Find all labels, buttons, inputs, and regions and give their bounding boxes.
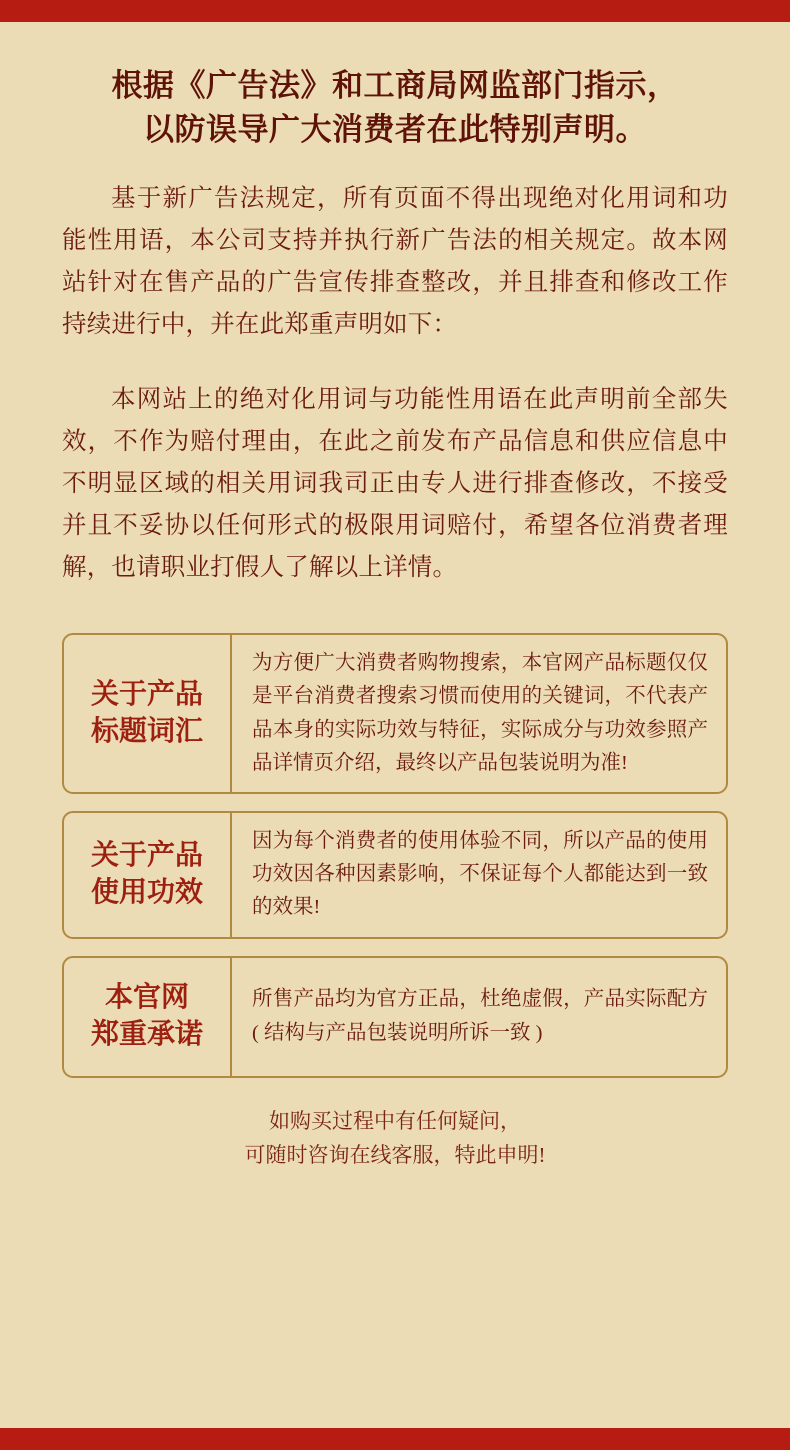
footer-note xyxy=(62,1104,728,1172)
card-body: 所售产品均为官方正品，杜绝虚假，产品实际配方( 结构与产品包装说明所诉一致 ) xyxy=(252,988,708,1044)
footer-line-2: 可随时咨询在线客服，特此申明! xyxy=(244,1142,546,1167)
footer-line-1: 如购买过程中有任何疑问， xyxy=(269,1108,521,1133)
card-title-line-1: 关于产品 xyxy=(90,839,203,871)
card-title-line-2: 郑重承诺 xyxy=(90,1018,203,1050)
statement-paragraph-2: 本网站上的绝对化用词与功能性用语在此声明前全部失效，不作为赔付理由，在此之前发布产品信息和供应信息中不明显区域的相关用词我司正由专人进行排查修改，不接受并且不妥协以任何形式的极限用词赔付，希望各位消费者理解，也请职业打假人了解以上详情。 xyxy=(62,385,728,582)
card-official-promise xyxy=(62,956,728,1078)
content-area xyxy=(0,22,790,1428)
statement-cards xyxy=(62,633,728,1077)
page-title-line-1: 根据《广告法》和工商局网监部门指示， xyxy=(111,68,679,103)
card-title-line-2: 标题词汇 xyxy=(90,715,203,747)
card-title-line-1: 本官网 xyxy=(104,981,189,1013)
page-title-line-2: 以防误导广大消费者在此特别声明。 xyxy=(143,112,647,148)
card-product-efficacy xyxy=(62,811,728,939)
page-title xyxy=(62,64,728,152)
card-title xyxy=(64,635,232,792)
card-body: 因为每个消费者的使用体验不同，所以产品的使用功效因各种因素影响，不保证每个人都能达到一致的效果! xyxy=(252,829,708,919)
card-body: 为方便广大消费者购物搜索，本官网产品标题仅仅是平台消费者搜索习惯而使用的关键词，不代表产品本身的实际功效与特征，实际成分与功效参照产品详情页介绍，最终以产品包装说明为准! xyxy=(252,652,708,774)
card-title-line-1: 关于产品 xyxy=(90,678,203,710)
statement-paragraph-1: 基于新广告法规定，所有页面不得出现绝对化用词和功能性用语，本公司支持并执行新广告法的相关规定。故本网站针对在售产品的广告宣传排查整改，并且排查和修改工作持续进行中，并在此郑重声明如下： xyxy=(62,185,728,339)
card-title-line-2: 使用功效 xyxy=(90,876,203,908)
card-product-title-wording xyxy=(62,633,728,794)
bottom-accent-bar xyxy=(0,1428,790,1450)
card-title xyxy=(64,958,232,1076)
card-title xyxy=(64,813,232,937)
top-accent-bar xyxy=(0,0,790,22)
